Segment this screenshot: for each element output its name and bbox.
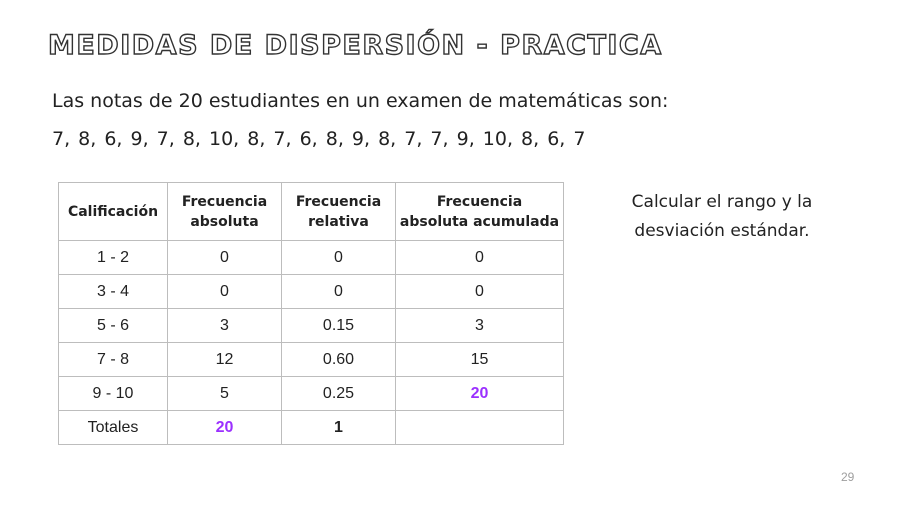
cell-calificacion: 9 - 10 [59, 377, 168, 411]
cell-frecuencia-relativa: 0.60 [282, 343, 396, 377]
cell-frecuencia-acumulada: 0 [396, 275, 564, 309]
cell-frecuencia-relativa: 0.25 [282, 377, 396, 411]
cell-frecuencia-acumulada: 0 [396, 241, 564, 275]
cell-frecuencia-relativa: 0 [282, 241, 396, 275]
slide-title: MEDIDAS DE DISPERSIÓN - PRACTICA [48, 30, 663, 61]
table-header-row [59, 183, 564, 241]
cell-totales-label: Totales [59, 411, 168, 445]
cell-calificacion: 3 - 4 [59, 275, 168, 309]
cell-frecuencia-absoluta: 12 [168, 343, 282, 377]
cell-frecuencia-absoluta: 3 [168, 309, 282, 343]
cell-total-frecuencia-absoluta: 20 [168, 411, 282, 445]
cell-total-empty [396, 411, 564, 445]
cell-frecuencia-acumulada: 15 [396, 343, 564, 377]
cell-calificacion: 1 - 2 [59, 241, 168, 275]
instruction-note [612, 188, 832, 246]
note-line: desviación estándar. [634, 221, 810, 241]
table-row [59, 275, 564, 309]
table-row [59, 343, 564, 377]
cell-frecuencia-absoluta: 5 [168, 377, 282, 411]
frequency-table [58, 182, 564, 445]
header-frecuencia-absoluta: Frecuencia absoluta [168, 183, 282, 241]
header-frecuencia-relativa: Frecuencia relativa [282, 183, 396, 241]
table-row [59, 377, 564, 411]
note-line: Calcular el rango y la [631, 192, 813, 212]
cell-frecuencia-relativa: 0.15 [282, 309, 396, 343]
header-frecuencia-acumulada: Frecuencia absoluta acumulada [396, 183, 564, 241]
intro-text: Las notas de 20 estudiantes en un examen de matemáticas son: [52, 90, 669, 112]
page-number: 29 [841, 470, 855, 484]
cell-frecuencia-relativa: 0 [282, 275, 396, 309]
cell-frecuencia-acumulada: 3 [396, 309, 564, 343]
table-totals-row [59, 411, 564, 445]
table-row [59, 241, 564, 275]
table-row [59, 309, 564, 343]
header-calificacion: Calificación [59, 183, 168, 241]
cell-frecuencia-absoluta: 0 [168, 241, 282, 275]
cell-calificacion: 7 - 8 [59, 343, 168, 377]
cell-frecuencia-absoluta: 0 [168, 275, 282, 309]
cell-frecuencia-acumulada-total: 20 [396, 377, 564, 411]
grades-list: 7, 8, 6, 9, 7, 8, 10, 8, 7, 6, 8, 9, 8, 7, 7, 9, 10, 8, 6, 7 [52, 128, 586, 150]
cell-total-frecuencia-relativa: 1 [282, 411, 396, 445]
cell-calificacion: 5 - 6 [59, 309, 168, 343]
